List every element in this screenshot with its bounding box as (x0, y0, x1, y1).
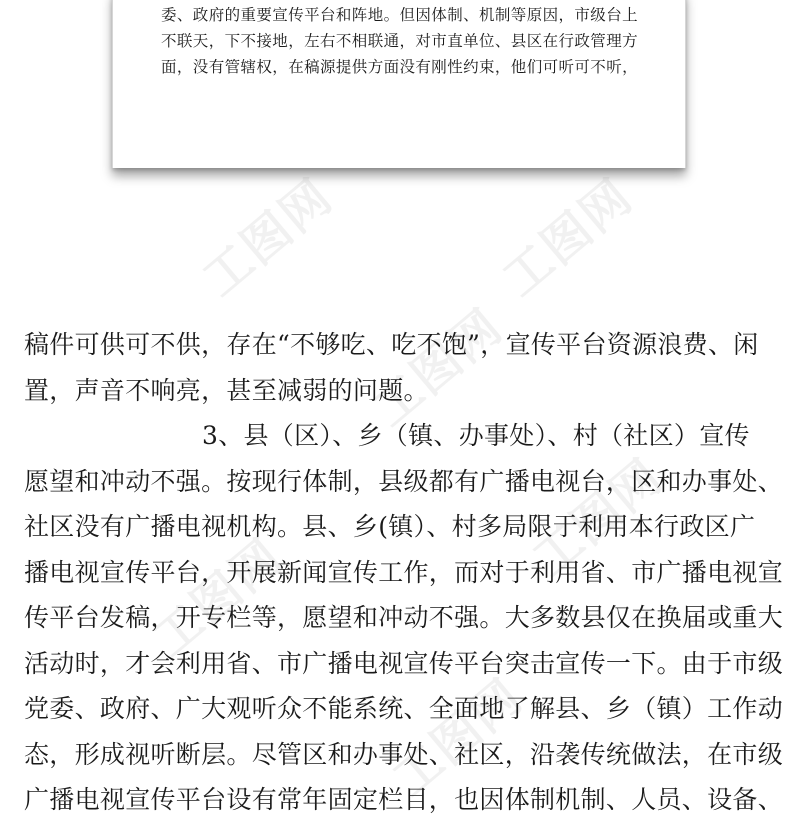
body-text-line: 传平台发稿，开专栏等，愿望和冲动不强。大多数县仅在换届或重大 (24, 603, 784, 632)
body-text-line: 党委、政府、广大观听众不能系统、全面地了解县、乡（镇）工作动 (24, 694, 784, 723)
watermark: 工图网 (382, 668, 534, 808)
watermark: 工图网 (192, 168, 344, 308)
body-text-line: 广播电视宣传平台设有常年固定栏目，也因体制机制、人员、设备、 (24, 785, 784, 814)
section-heading-line: 3、县（区）、乡（镇、办事处）、村（社区）宣传 (202, 421, 750, 450)
document-page-card (112, 0, 686, 168)
card-text-line: 面，没有管辖权，在稿源提供方面没有刚性约束，他们可听可不听， (161, 58, 639, 76)
card-paragraph (161, 2, 641, 80)
watermark: 工图网 (492, 168, 644, 308)
body-text-line: 活动时，才会利用省、市广播电视宣传平台突击宣传一下。由于市级 (24, 648, 784, 678)
body-text-line: 态，形成视听断层。尽管区和办事处、社区，沿袭传统做法，在市级 (24, 739, 784, 769)
body-text-line: 稿件可供可不供，存在“不够吃、吃不饱”，宣传平台资源浪费、闲 (24, 330, 759, 359)
body-text-line: 社区没有广播电视机构。县、乡(镇）、村多局限于利用本行政区广 (24, 512, 756, 541)
body-text-line: 置，声音不响亮，甚至减弱的问题。 (24, 375, 429, 405)
watermark: 工图网 (362, 298, 514, 438)
body-paragraph (24, 322, 784, 823)
watermark: 工图网 (522, 448, 674, 588)
watermark: 工图网 (142, 528, 294, 668)
card-text-line: 不联天，下不接地，左右不相联通，对市直单位、县区在行政管理方 (161, 32, 639, 50)
card-text-line: 委、政府的重要宣传平台和阵地。但因体制、机制等原因，市级台上 (161, 6, 639, 24)
body-text-line: 愿望和冲动不强。按现行体制，县级都有广播电视台，区和办事处、 (24, 466, 784, 496)
body-text-line: 播电视宣传平台，开展新闻宣传工作，而对于利用省、市广播电视宣 (24, 557, 784, 587)
